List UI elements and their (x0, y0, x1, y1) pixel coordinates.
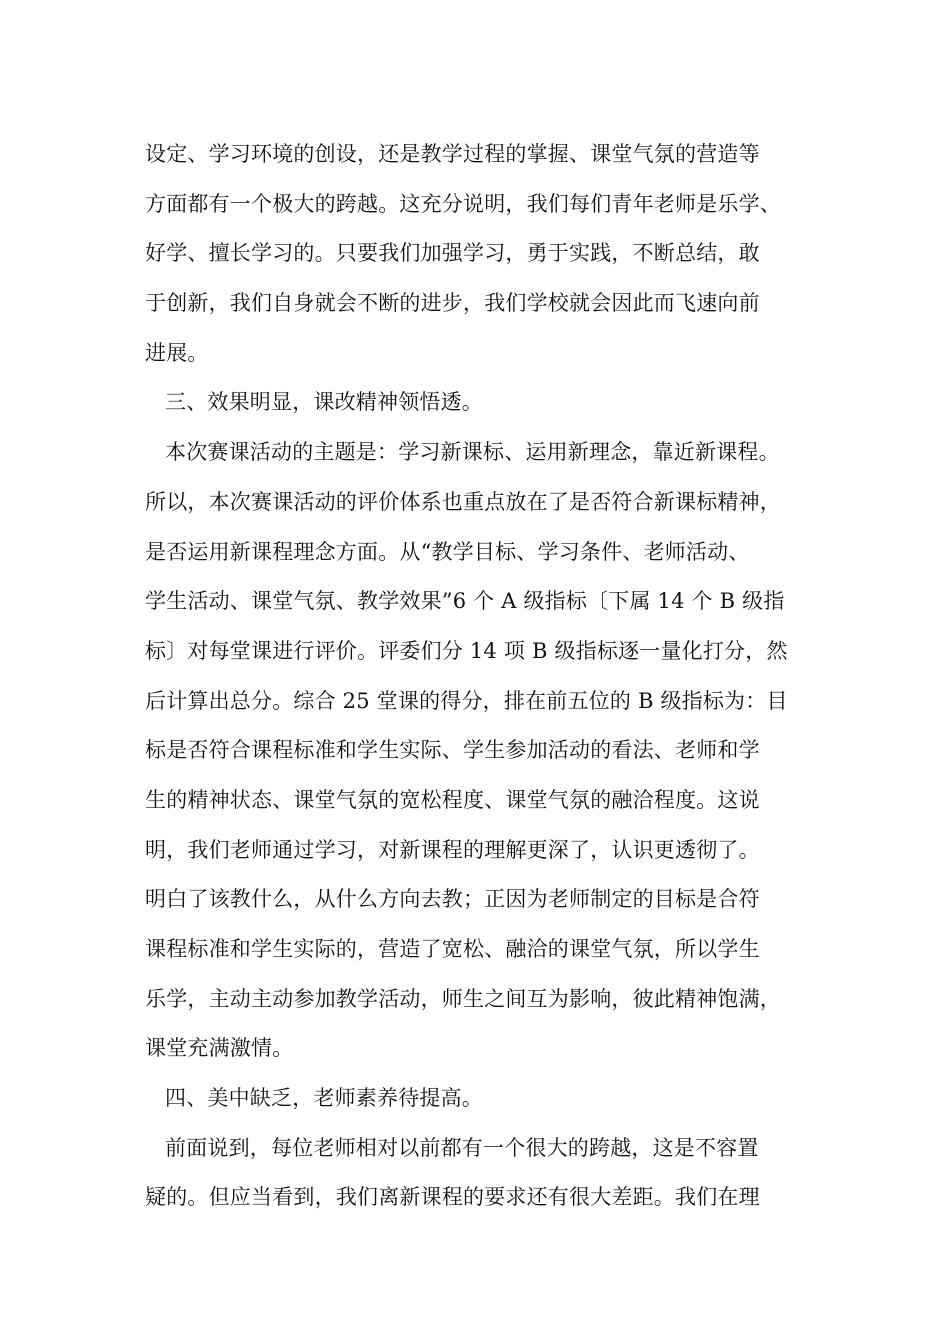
text-line: 乐学，主动主动参加教学活动，师生之间互为影响，彼此精神饱满， (145, 986, 781, 1011)
text-line: 于创新，我们自身就会不断的进步，我们学校就会因此而飞速向前 (145, 291, 760, 316)
text-line: 是否运用新课程理念方面。从“教学目标、学习条件、老师活动、 (145, 539, 750, 564)
text-line: 生的精神状态、课堂气氛的宽松程度、课堂气氛的融洽程度。这说 (145, 787, 760, 812)
text-line: 标是否符合课程标准和学生实际、学生参加活动的看法、老师和学 (145, 738, 760, 763)
text-line: 方面都有一个极大的跨越。这充分说明，我们每们青年老师是乐学、 (145, 191, 781, 216)
text-line: 明白了该教什么，从什么方向去教；正因为老师制定的目标是合符 (145, 887, 760, 912)
text-line: 后计算出总分。综合 25 堂课的得分，排在前五位的 B 级指标为：目 (145, 688, 788, 713)
section-heading-4: 四、美中缺乏，老师素养待提高。 (165, 1086, 483, 1111)
text-line: 设定、学习环境的创设，还是教学过程的掌握、课堂气氛的营造等 (145, 142, 760, 166)
text-line: 学生活动、课堂气氛、教学效果”6 个 A 级指标〔下属 14 个 B 级指 (145, 589, 785, 614)
text-line: 标〕对每堂课进行评价。评委们分 14 项 B 级指标逐一量化打分，然 (145, 638, 788, 663)
text-line: 所以，本次赛课活动的评价体系也重点放在了是否符合新课标精神， (145, 489, 781, 514)
text-line: 课堂充满激情。 (145, 1036, 294, 1061)
text-line: 明，我们老师通过学习，对新课程的理解更深了，认识更透彻了。 (145, 837, 760, 862)
text-line: 课程标准和学生实际的，营造了宽松、融洽的课堂气氛，所以学生 (145, 937, 760, 961)
text-line: 好学、擅长学习的。只要我们加强学习，勇于实践，不断总结，敢 (145, 241, 760, 266)
section-heading-3: 三、效果明显，课改精神领悟透。 (165, 390, 483, 415)
paragraph-start: 本次赛课活动的主题是：学习新课标、运用新理念，靠近新课程。 (165, 440, 780, 465)
text-line: 进展。 (145, 340, 209, 365)
text-line: 疑的。但应当看到，我们离新课程的要求还有很大差距。我们在理 (145, 1185, 760, 1210)
paragraph-start: 前面说到，每位老师相对以前都有一个很大的跨越，这是不容置 (165, 1135, 759, 1160)
body-text (145, 130, 835, 1223)
